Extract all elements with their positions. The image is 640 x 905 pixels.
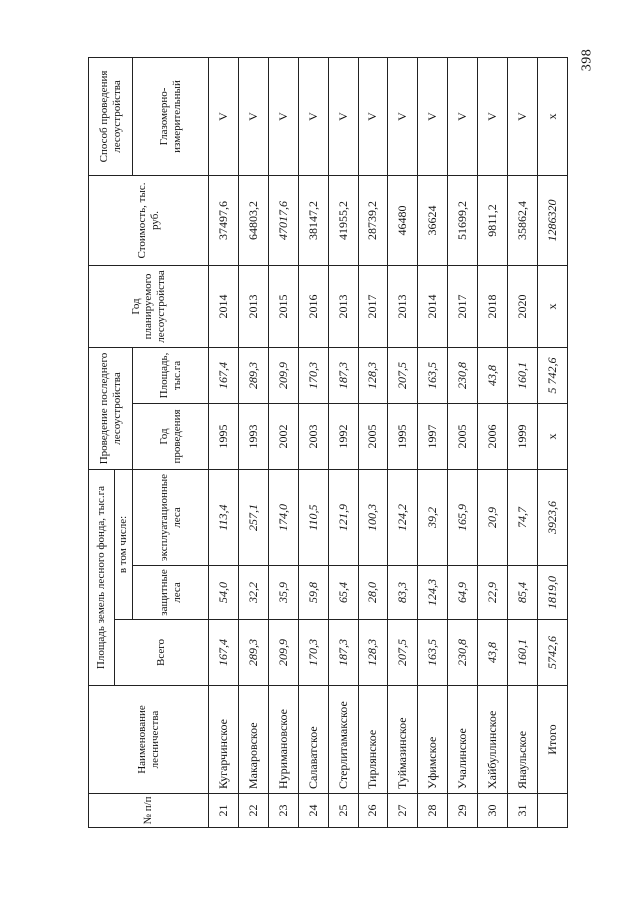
cell-plan: 2014 — [418, 265, 448, 347]
table-row — [268, 57, 298, 827]
cell-protective: 85,4 — [508, 566, 538, 620]
cell-cost: 38147,2 — [298, 175, 328, 265]
cell-area: 43,8 — [478, 347, 508, 403]
total-protective: 1819,0 — [537, 566, 567, 620]
cell-name: Салаватское — [298, 686, 328, 794]
table-row — [418, 57, 448, 827]
cell-cost: 46480 — [388, 175, 418, 265]
cell-name: Тирлянское — [358, 686, 388, 794]
cell-num: 28 — [418, 794, 448, 828]
header-cost: Стоимость, тыс. руб. — [89, 175, 209, 265]
cell-plan: 2013 — [328, 265, 358, 347]
cell-protective: 32,2 — [238, 566, 268, 620]
table-row — [478, 57, 508, 827]
header-protective: защитные леса — [133, 566, 209, 620]
cell-year: 2002 — [268, 404, 298, 470]
cell-num: 25 — [328, 794, 358, 828]
cell-year: 2005 — [358, 404, 388, 470]
cell-protective: 54,0 — [209, 566, 239, 620]
cell-plan: 2017 — [358, 265, 388, 347]
cell-plan: 2017 — [448, 265, 478, 347]
header-plan-year: Год планируемого лесоустройства — [89, 265, 209, 347]
cell-year: 1993 — [238, 404, 268, 470]
cell-area: 167,4 — [209, 347, 239, 403]
cell-protective: 65,4 — [328, 566, 358, 620]
cell-method: V — [418, 57, 448, 175]
header-area-group: Площадь земель лесного фонда, тыс.га — [89, 470, 115, 686]
cell-method: V — [298, 57, 328, 175]
cell-num — [537, 794, 567, 828]
total-area: 5742,6 — [537, 620, 567, 686]
cell-name: Уфимское — [418, 686, 448, 794]
table-row — [358, 57, 388, 827]
cell-exploitation: 20,9 — [478, 470, 508, 566]
cell-area: 163,5 — [418, 347, 448, 403]
cell-year: 2005 — [448, 404, 478, 470]
cell-year: 1997 — [418, 404, 448, 470]
cell-total: 43,8 — [478, 620, 508, 686]
cell-total: 187,3 — [328, 620, 358, 686]
cell-year: 1995 — [388, 404, 418, 470]
cell-area: 207,5 — [388, 347, 418, 403]
cell-protective: 28,0 — [358, 566, 388, 620]
cell-protective: 35,9 — [268, 566, 298, 620]
cell-total: 163,5 — [418, 620, 448, 686]
header-year-done: Год проведения — [133, 404, 209, 470]
total-year: x — [537, 404, 567, 470]
header-total: Всего — [115, 620, 209, 686]
total-row — [537, 57, 567, 827]
cell-total: 207,5 — [388, 620, 418, 686]
cell-num: 29 — [448, 794, 478, 828]
cell-name: Хайбуллинское — [478, 686, 508, 794]
cell-method: V — [508, 57, 538, 175]
cell-plan: 2020 — [508, 265, 538, 347]
cell-plan: 2013 — [388, 265, 418, 347]
cell-num: 21 — [209, 794, 239, 828]
cell-name: Макаровское — [238, 686, 268, 794]
cell-exploitation: 110,5 — [298, 470, 328, 566]
cell-cost: 51699,2 — [448, 175, 478, 265]
cell-num: 22 — [238, 794, 268, 828]
cell-total: 230,8 — [448, 620, 478, 686]
cell-name: Нуримановское — [268, 686, 298, 794]
header-method: Глазомерно-измерительный — [133, 57, 209, 175]
cell-cost: 47017,6 — [268, 175, 298, 265]
cell-exploitation: 174,0 — [268, 470, 298, 566]
total-method: x — [537, 57, 567, 175]
cell-method: V — [328, 57, 358, 175]
cell-name: Кугарчинское — [209, 686, 239, 794]
cell-protective: 22,9 — [478, 566, 508, 620]
cell-plan: 2013 — [238, 265, 268, 347]
cell-area: 209,9 — [268, 347, 298, 403]
cell-method: V — [238, 57, 268, 175]
cell-year: 2003 — [298, 404, 328, 470]
total-cost: 1286320 — [537, 175, 567, 265]
cell-area: 187,3 — [328, 347, 358, 403]
cell-cost: 37497,6 — [209, 175, 239, 265]
cell-protective: 59,8 — [298, 566, 328, 620]
total-label: Итого — [537, 686, 567, 794]
cell-exploitation: 100,3 — [358, 470, 388, 566]
rotated-table-container — [88, 58, 568, 828]
cell-num: 27 — [388, 794, 418, 828]
total-last-area: 5 742,6 — [537, 347, 567, 403]
cell-num: 23 — [268, 794, 298, 828]
cell-method: V — [388, 57, 418, 175]
cell-num: 31 — [508, 794, 538, 828]
cell-total: 289,3 — [238, 620, 268, 686]
cell-exploitation: 113,4 — [209, 470, 239, 566]
cell-exploitation: 257,1 — [238, 470, 268, 566]
cell-total: 128,3 — [358, 620, 388, 686]
cell-name: Янаульское — [508, 686, 538, 794]
header-incl: в том числе: — [115, 470, 133, 620]
cell-total: 209,9 — [268, 620, 298, 686]
table-row — [508, 57, 538, 827]
cell-method: V — [478, 57, 508, 175]
cell-exploitation: 121,9 — [328, 470, 358, 566]
cell-cost: 9811,2 — [478, 175, 508, 265]
header-last-area: Площадь, тыс.га — [133, 347, 209, 403]
cell-protective: 124,3 — [418, 566, 448, 620]
cell-cost: 36624 — [418, 175, 448, 265]
cell-plan: 2015 — [268, 265, 298, 347]
cell-area: 289,3 — [238, 347, 268, 403]
cell-plan: 2018 — [478, 265, 508, 347]
cell-name: Стерлитамакское — [328, 686, 358, 794]
cell-exploitation: 165,9 — [448, 470, 478, 566]
total-exploitation: 3923,6 — [537, 470, 567, 566]
cell-year: 1995 — [209, 404, 239, 470]
cell-area: 160,1 — [508, 347, 538, 403]
cell-total: 160,1 — [508, 620, 538, 686]
cell-year: 2006 — [478, 404, 508, 470]
cell-num: 26 — [358, 794, 388, 828]
cell-method: V — [268, 57, 298, 175]
table-row — [448, 57, 478, 827]
cell-name: Туймазинское — [388, 686, 418, 794]
table-row — [298, 57, 328, 827]
cell-area: 170,3 — [298, 347, 328, 403]
cell-exploitation: 39,2 — [418, 470, 448, 566]
cell-cost: 35862,4 — [508, 175, 538, 265]
cell-year: 1999 — [508, 404, 538, 470]
cell-cost: 64803,2 — [238, 175, 268, 265]
cell-plan: 2014 — [209, 265, 239, 347]
table-row — [388, 57, 418, 827]
cell-num: 24 — [298, 794, 328, 828]
cell-method: V — [358, 57, 388, 175]
cell-plan: 2016 — [298, 265, 328, 347]
table-row — [238, 57, 268, 827]
cell-protective: 83,3 — [388, 566, 418, 620]
header-method-group: Способ проведения лесоустройства — [89, 57, 133, 175]
cell-area: 230,8 — [448, 347, 478, 403]
header-name: Наименование лесничества — [89, 686, 209, 794]
header-last-group: Проведение последнего лесоустройства — [89, 347, 133, 469]
table-row — [209, 57, 239, 827]
cell-exploitation: 74,7 — [508, 470, 538, 566]
header-num: № п/п — [89, 794, 209, 828]
cell-num: 30 — [478, 794, 508, 828]
forest-fund-table — [88, 57, 568, 828]
cell-year: 1992 — [328, 404, 358, 470]
header-exploitation: эксплуатационные леса — [133, 470, 209, 566]
cell-area: 128,3 — [358, 347, 388, 403]
cell-cost: 28739,2 — [358, 175, 388, 265]
cell-total: 167,4 — [209, 620, 239, 686]
cell-exploitation: 124,2 — [388, 470, 418, 566]
page-number: 398 — [579, 48, 595, 72]
cell-total: 170,3 — [298, 620, 328, 686]
cell-cost: 41955,2 — [328, 175, 358, 265]
cell-name: Учалинское — [448, 686, 478, 794]
cell-method: V — [209, 57, 239, 175]
table-row — [328, 57, 358, 827]
cell-method: V — [448, 57, 478, 175]
cell-protective: 64,9 — [448, 566, 478, 620]
total-plan: x — [537, 265, 567, 347]
